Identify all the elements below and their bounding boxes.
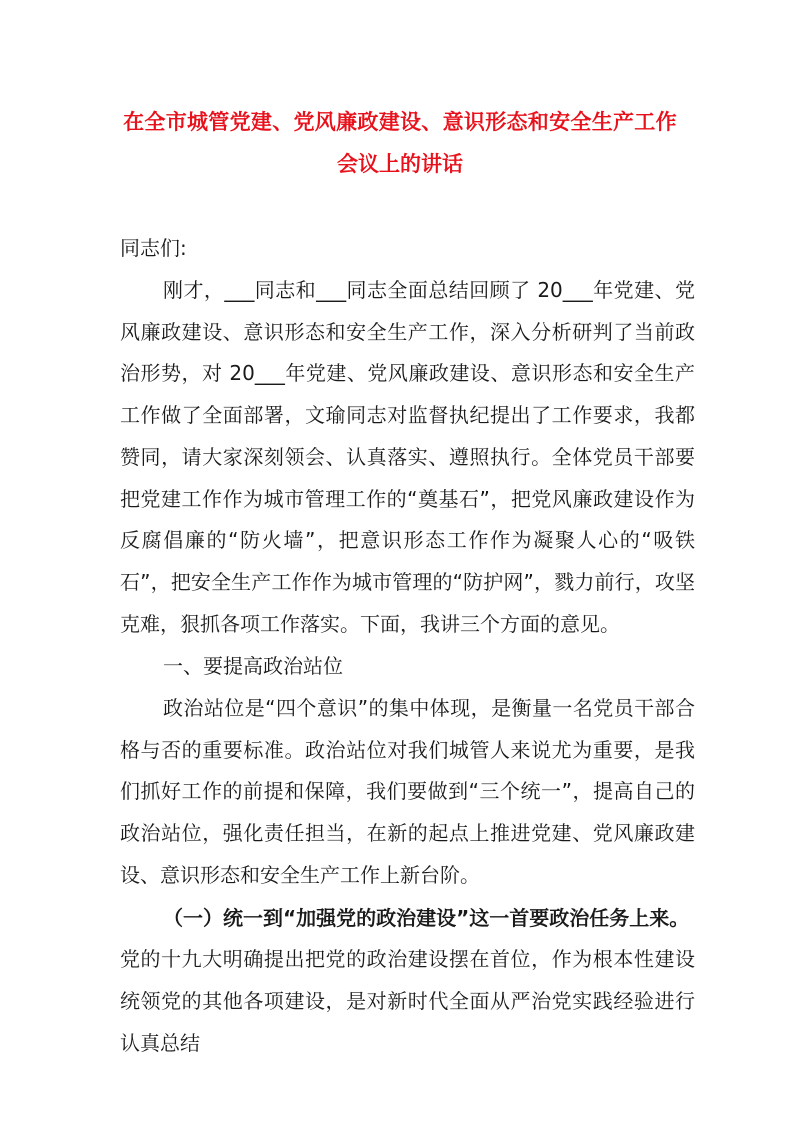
paragraph-opening: 刚才，___同志和___同志全面总结回顾了 20___年党建、党风廉政建设、意识形态和安全生产工作，深入分析研判了当前政治形势，对 20___年党建、党风廉政建设、意识形态和安全生产工作做了全面部署，文瑜同志对监督执纪提出了工作要求，我都赞同，请大家深刻领会、认真落实、遵照执行。全体党员干部要把党建工作作为城市管理工作的“奠基石”，把党风廉政建设作为反腐倡廉的“防火墙”，把意识形态工作作为凝聚人心的“吸铁石”，把安全生产工作作为城市管理的“防护网”，戮力前行，攻坚克难，狠抓各项工作落实。下面，我讲三个方面的意见。 <box>120 278 695 636</box>
document-title-line1: 在全市城管党建、党风廉政建设、意识形态和安全生产工作 <box>123 110 677 134</box>
subsection-heading-1: （一）统一到“加强党的政治建设”这一首要政治任务上来。 <box>163 906 690 930</box>
paragraph-political-stance: 政治站位是“四个意识”的集中体现，是衡量一名党员干部合格与否的重要标准。政治站位对我们城管人来说尤为重要，是我们抓好工作的前提和保障，我们要做到“三个统一”，提高自己的政治站位，强化责任担当，在新的起点上推进党建、党风廉政建设、意识形态和安全生产工作上新台阶。 <box>120 696 695 887</box>
section-heading-1: 一、要提高政治站位 <box>163 654 343 678</box>
paragraph-political-building: 党的十九大明确提出把党的政治建设摆在首位，作为根本性建设统领党的其他各项建设，是对新时代全面从严治党实践经验进行认真总结 <box>120 947 695 1055</box>
document-title-line2: 会议上的讲话 <box>337 152 463 176</box>
salutation: 同志们: <box>120 236 187 260</box>
